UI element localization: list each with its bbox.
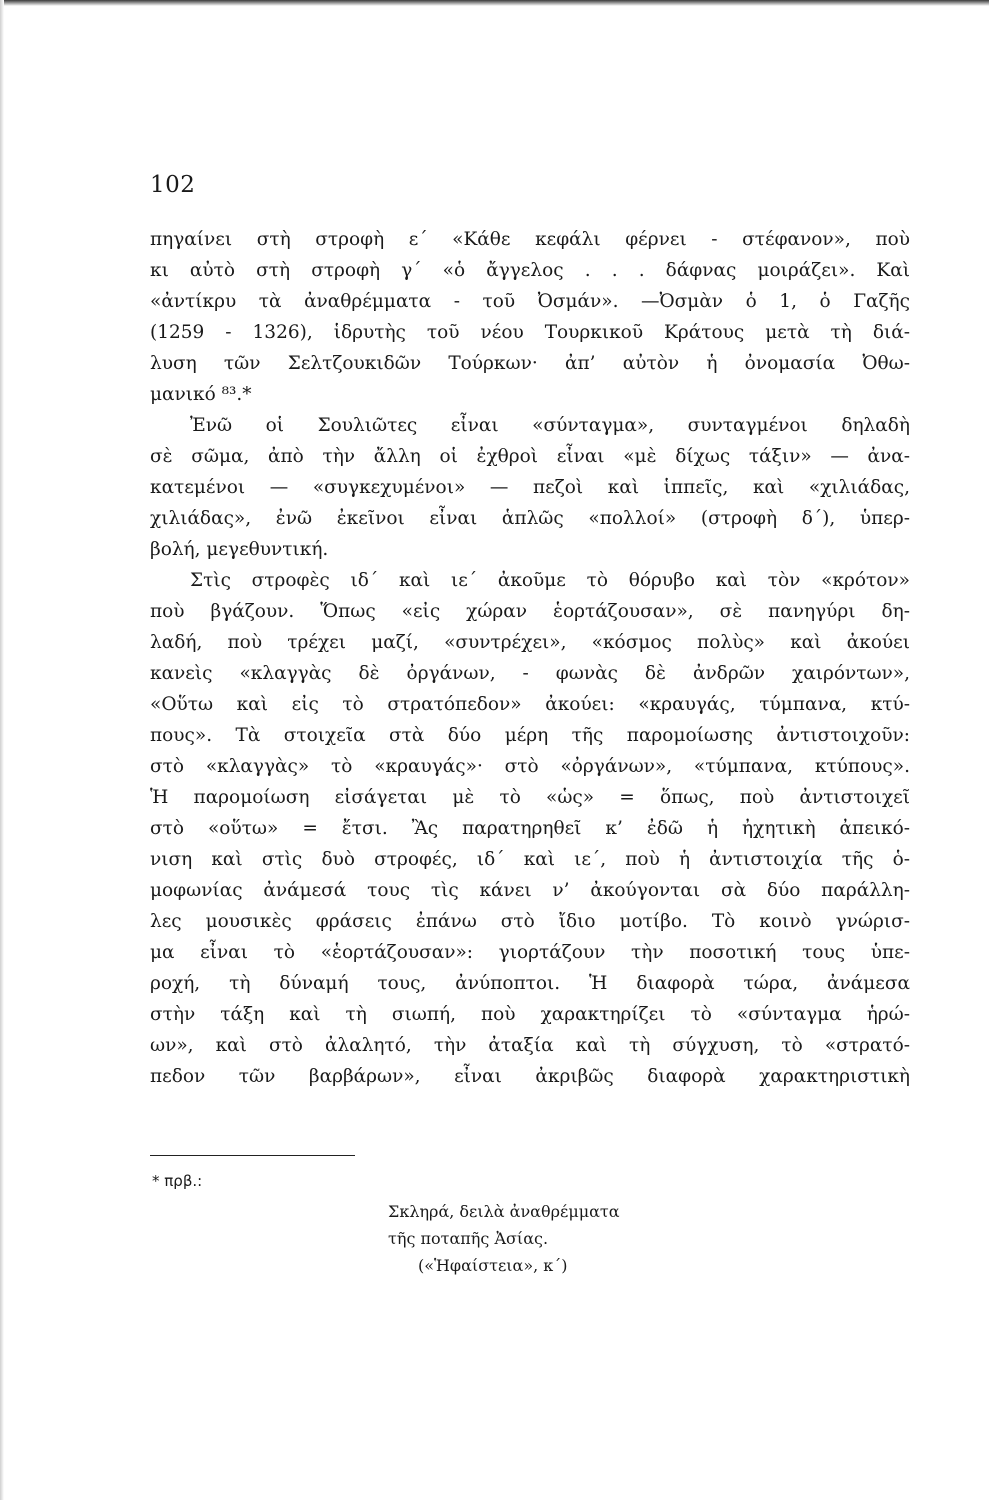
- scan-edge-top: [0, 0, 989, 6]
- text-line: κι αὐτὸ στὴ στροφὴ γ΄ «ὁ ἄγγελος . . . δάφνας μοιράζει». Καὶ: [150, 260, 910, 281]
- footnote-marker: * πρβ.:: [152, 1172, 203, 1190]
- text-line: λαδή, ποὺ τρέχει μαζί, «συντρέχει», «κόσμος πολὺς» καὶ ἀκούει: [150, 632, 910, 653]
- text-line: Στὶς στροφὲς ιδ΄ καὶ ιε΄ ἀκοῦμε τὸ θόρυβο καὶ τὸν «κρότον»: [190, 570, 910, 591]
- text-line: νιση καὶ στὶς δυὸ στροφές, ιδ΄ καὶ ιε΄, ποὺ ἡ ἀντιστοιχία τῆς ὁ-: [150, 849, 910, 870]
- scan-edge-left: [0, 0, 4, 1500]
- body-text: [150, 224, 910, 1092]
- text-line: λες μουσικὲς φράσεις ἐπάνω στὸ ἴδιο μοτίβο. Τὸ κοινὸ γνώρισ-: [150, 911, 910, 932]
- text-line: στὸ «κλαγγὰς» τὸ «κραυγάς»· στὸ «ὀργάνων», «τύμπανα, κτύπους».: [150, 756, 910, 777]
- text-line: «ἀντίκρυ τὰ ἀναθρέμματα - τοῦ Ὀσμάν». —Ὀσμὰν ὁ 1, ὁ Γαζῆς: [150, 291, 910, 312]
- text-line: ποὺ βγάζουν. Ὅπως «εἰς χώραν ἑορτάζουσαν», σὲ πανηγύρι δη-: [150, 601, 910, 622]
- text-line: λυση τῶν Σελτζουκιδῶν Τούρκων· ἀπ’ αὐτὸν ἡ ὀνομασία Ὀθω-: [150, 353, 910, 374]
- text-line: Ἐνῶ οἱ Σουλιῶτες εἶναι «σύνταγμα», συνταγμένοι δηλαδὴ: [190, 415, 910, 436]
- text-line: στὸ «οὕτω» = ἔτσι. Ἂς παρατηρηθεῖ κ’ ἐδῶ ἡ ἠχητικὴ ἀπεικό-: [150, 818, 910, 839]
- text-line: Ἡ παρομοίωση εἰσάγεται μὲ τὸ «ὡς» = ὅπως, ποὺ ἀντιστοιχεῖ: [150, 787, 910, 808]
- text-line: (1259 - 1326), ἱδρυτὴς τοῦ νέου Τουρκικοῦ Κράτους μετὰ τὴ διά-: [150, 322, 910, 343]
- page-number: 102: [150, 172, 196, 198]
- footnote-divider: [150, 1155, 355, 1156]
- text-line: στὴν τάξη καὶ τὴ σιωπή, ποὺ χαρακτηρίζει τὸ «σύνταγμα ἡρώ-: [150, 1004, 910, 1025]
- text-line: ροχή, τὴ δύναμή τους, ἀνύποπτοι. Ἡ διαφορὰ τώρα, ἀνάμεσα: [150, 973, 910, 994]
- footnote-quote-line: Σκληρά, δειλὰ ἀναθρέμματα: [388, 1202, 620, 1221]
- text-line: χιλιάδας», ἐνῶ ἐκεῖνοι εἶναι ἁπλῶς «πολλοί» (στροφὴ δ΄), ὑπερ-: [150, 508, 910, 529]
- text-line: μανικό ⁸³.*: [150, 384, 252, 405]
- text-line: μα εἶναι τὸ «ἑορτάζουσαν»: γιορτάζουν τὴν ποσοτική τους ὑπε-: [150, 942, 910, 963]
- footnote-quote: [388, 1198, 620, 1279]
- text-line: «Οὕτω καὶ εἰς τὸ στρατόπεδον» ἀκούει: «κραυγάς, τύμπανα, κτύ-: [150, 694, 910, 715]
- text-line: ων», καὶ στὸ ἀλαλητό, τὴν ἀταξία καὶ τὴ σύγχυση, τὸ «στρατό-: [150, 1035, 910, 1056]
- footnote-source: («Ἡφαίστεια», κ΄): [418, 1256, 568, 1275]
- text-line: πηγαίνει στὴ στροφὴ ε΄ «Κάθε κεφάλι φέρνει - στέφανον», ποὺ: [150, 229, 910, 250]
- text-line: μοφωνίας ἀνάμεσά τους τὶς κάνει ν’ ἀκούγονται σὰ δύο παράλλη-: [150, 880, 910, 901]
- text-line: κανεὶς «κλαγγὰς δὲ ὀργάνων, - φωνὰς δὲ ἀνδρῶν χαιρόντων»,: [150, 663, 910, 684]
- text-line: σὲ σῶμα, ἀπὸ τὴν ἄλλη οἱ ἐχθροὶ εἶναι «μὲ δίχως τάξιν» — ἀνα-: [150, 446, 910, 467]
- text-line: πεδον τῶν βαρβάρων», εἶναι ἀκριβῶς διαφορὰ χαρακτηριστικὴ: [150, 1066, 910, 1087]
- text-line: κατεμένοι — «συγκεχυμένοι» — πεζοὶ καὶ ἱππεῖς, καὶ «χιλιάδας,: [150, 477, 910, 498]
- text-line: πους». Τὰ στοιχεῖα στὰ δύο μέρη τῆς παρομοίωσης ἀντιστοιχοῦν:: [150, 725, 910, 746]
- footnote-quote-line: τῆς ποταπῆς Ἀσίας.: [388, 1229, 549, 1248]
- text-line: βολή, μεγεθυντική.: [150, 539, 329, 560]
